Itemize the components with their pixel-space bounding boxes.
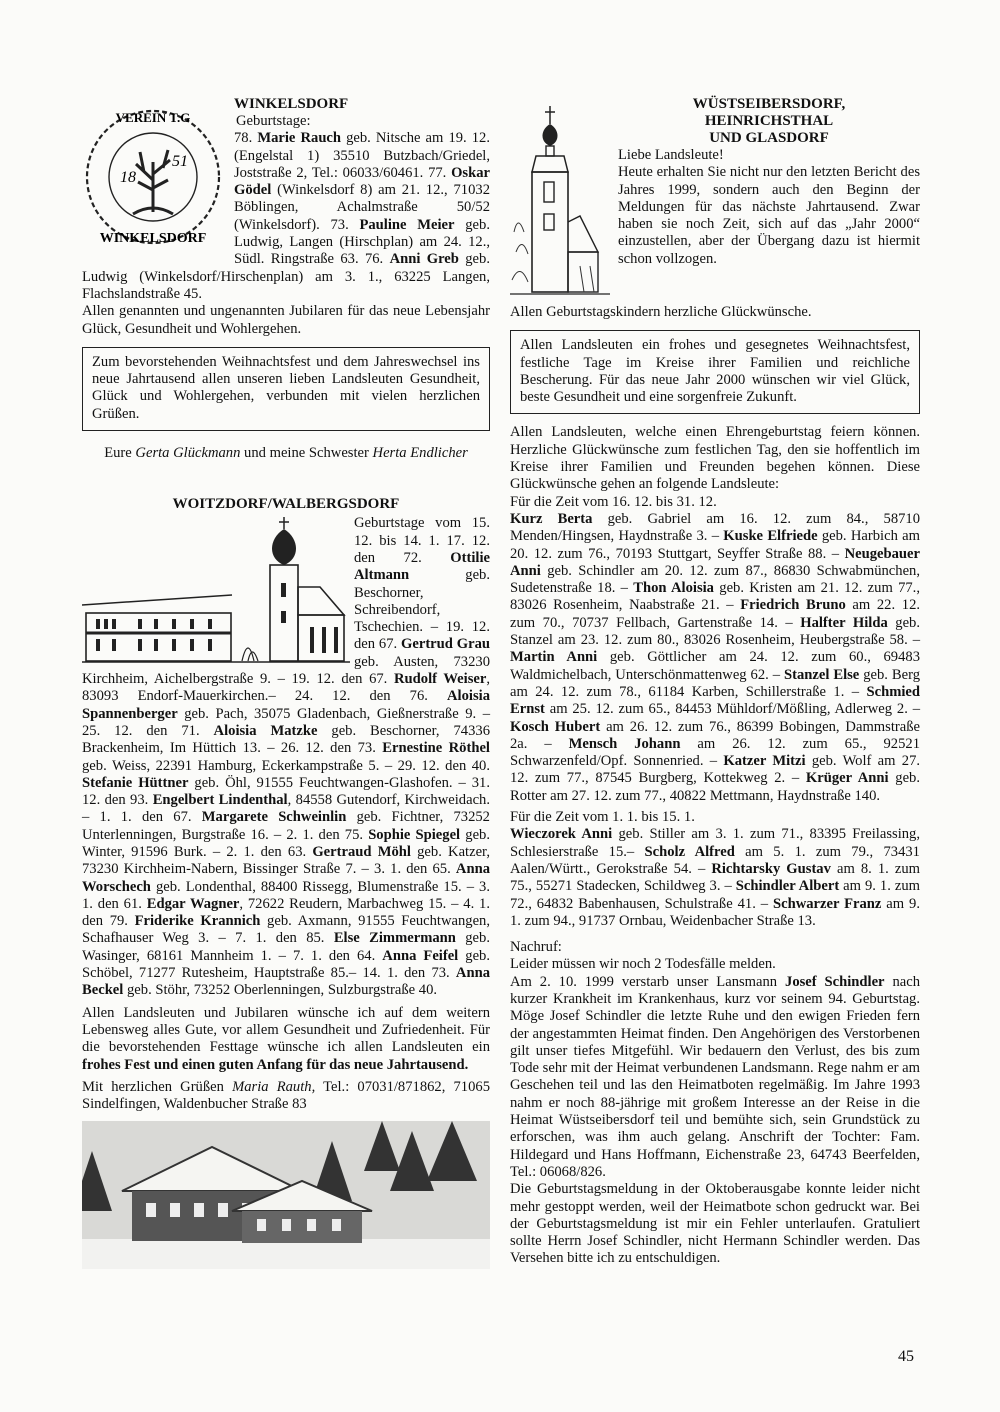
entry-text: geb. Stanzel am 23. 12. zum 80., 83026 Rosenheim, Heubergstraße 58. – (510, 614, 921, 649)
person-name: Gertrud Grau (401, 636, 490, 653)
winkelsdorf-wishes: Allen genannten und ungenannten Jubilaren für das neue Lebensjahr Glück, Gesundheit und Wohlergehen. (82, 303, 490, 337)
right-column (510, 96, 920, 1268)
person-name: Anna Worschech (82, 861, 490, 895)
wuestseibersdorf-heading: WÜSTSEIBERSDORF, HEINRICHSTHAL UND GLASDORF (692, 96, 846, 146)
person-name: Kurz Berta (510, 510, 593, 527)
person-name: Gertraud Möhl (312, 843, 411, 860)
person-name: Friderike Krannich (134, 913, 261, 930)
entry-text: geb. Wasinger, 68161 Mannheim 1. – 7. 1. den 64. (82, 930, 490, 964)
entry-text: geb. Stiller am 3. 1. zum 71., 83395 Freilassing, Schlesierstraße 15.– (510, 826, 920, 860)
svg-text:18: 18 (120, 169, 136, 186)
period-2-list (510, 826, 920, 930)
honor-intro: Allen Landsleuten, welche einen Ehrengeburtstag feiern können. Herzliche Glückwünsche zum festlichen Tag, den sie hoffentlich im Kreise ihrer Familien und Freunden begehen können. Diese Glückwünsche gehen an folgende Landsleute: (510, 424, 920, 493)
wuestseibersdorf-box: Allen Landsleuten ein frohes und gesegnetes Weihnachtsfest, festliche Tage im Kreise ihrer Familien und reichliche Bescherung. Für das neue Jahr 2000 wünschen wir viel Glück, beste Gesundheit und eine sorgenfreie Zukunft. (510, 330, 920, 414)
person-name: Scholz Alfred (644, 843, 735, 860)
entry-text: geb. Schindler am 20. 12. zum 87., 86830 Schwabmünchen, Sudetenstraße 18. – (510, 562, 920, 597)
entry-text: am 26. 12. zum 76., 86399 Bobingen, Dammstraße 2a. – (510, 718, 921, 752)
person-name: Anna Feifel (382, 947, 459, 964)
nachruf-intro: Leider müssen wir noch 2 Todesfälle melden. (510, 956, 776, 973)
person-name: Engelbert Lindenthal (152, 792, 288, 809)
person-name: Aloisia Matzke (213, 722, 318, 739)
winkelsdorf-seal-image (78, 102, 228, 252)
entry-text: , 72622 Reudern, Marbachweg 15. – 4. 1. den 79. (82, 895, 490, 930)
person-name: Anna Beckel (82, 965, 490, 999)
entry-text: geb. Fichtner, 73252 Unterlenningen, Burgstraße 16. – 2. 1. den 75. (82, 809, 490, 843)
winkelsdorf-box: Zum bevorstehenden Weihnachtsfest und dem Jahreswechsel ins neue Jahrtausend allen unseren lieben Landsleuten Gesundheit, Glück und Wohlergehen, verbunden mit vielen herzlichen Grüßen. (82, 347, 490, 431)
woitzdorf-greeting: Mit herzlichen Grüßen Maria Rauth, Tel.: 07031/871862, 71065 Sindelfingen, Waldenbucher Straße 83 (82, 1078, 490, 1113)
person-name: Ottilie Altmann (354, 549, 490, 584)
person-name: Mensch Johann (568, 735, 681, 752)
nachruf-correction: Die Geburtstagsmeldung in der Oktoberausgabe konnte leider nicht mehr gestoppt werden, weil der Heimatbote schon gedruckt war. Bei der Geburtstagsmeldung ist mir ein Fehler unterlaufen. Gratuliert sollte Herrn Josef Schindler, nicht Hermann Schindler werden. Das Versehen bitte ich zu entschuldigen. (510, 1181, 920, 1267)
person-name: Richtarsky Gustav (711, 860, 831, 877)
entry-text: Geburtstage vom 15. 12. bis 14. 1. 17. 12. den 72. (354, 515, 490, 566)
person-name: Edgar Wagner (146, 895, 240, 912)
period-2-label: Für die Zeit vom 1. 1. bis 15. 1. (510, 809, 695, 826)
entry-text: geb. Austen, 73230 Kirchheim, Aichelbergstraße 9. – 19. 12. den 67. (82, 653, 490, 688)
wuestseibersdorf-congrats: Allen Geburtstagskindern herzliche Glückwünsche. (510, 304, 812, 320)
entry-text: geb. Beschorner, Schreibendorf, Tschechien. – 19. 12. den 67. (354, 567, 490, 653)
person-name: Ernestine Röthel (382, 740, 490, 757)
person-name: Neugebauer Anni (510, 545, 920, 579)
entry-text: geb. Axmann, 91555 Feuchtwangen, Schafhauser Weg 3. – 7. 1. den 85. (82, 913, 490, 947)
svg-text:51: 51 (172, 153, 188, 170)
wuestseibersdorf-intro: Heute erhalten Sie nicht nur den letzten Bericht des Jahres 1999, sondern auch den Beginn der Meldungen für das nächste Jahrtausend. Zwar haben sie noch Zeit, sich auf das „Jahr 2000“ einzustellen, aber der Übergang dazu ist hiermit schon vollzogen. (618, 164, 920, 267)
person-name: Else Zimmermann (333, 930, 456, 947)
entry-text: geb. Weiss, 22391 Hamburg, Eckerkampstraße 5. – 29. 12. den 40. (82, 757, 490, 774)
entry-text: , 84558 Gutendorf, Kirchweidach. – 1. 1. den 67. (82, 792, 491, 826)
svg-text:VEREIN T.G: VEREIN T.G (115, 110, 191, 125)
entry-text: am 8. 1. zum 75., 55271 Stadecken, Schildweg 3. – (510, 860, 920, 895)
person-name: Sophie Spiegel (368, 826, 461, 843)
left-column (82, 96, 490, 1269)
entry-text: am 9. 1. zum 72., 64832 Babenhausen, Schulstraße 41. – (510, 878, 920, 912)
person-name: Halfter Hilda (800, 614, 888, 631)
person-name: Martin Anni (510, 649, 598, 666)
entry-text: geb. Gabriel am 16. 12. zum 84., 58710 Menden/Hingsen, Haydnstraße 3. – (510, 510, 921, 545)
winkelsdorf-birthdays: 78. Marie Rauch geb. Nitsche am 19. 12. (Engelstal 1) 35510 Butzbach/Griedel, Joststraße 2, Tel.: 06033/60461. 77. Oskar Gödel (Winkelsdorf 8) am 21. 12., 71032 Böblingen, Achalmstraße 50/52 (Winkelsdorf). 73. Pauline Meier geb. Ludwig, Langen (Hirschplan) am 24. 12., Südl. Ringstraße 63. 76. Anni Greb geb. Ludwig (Winkelsdorf/Hirschenplan) am 3. 1., 63225 Langen, Flachslandstraße 45. (82, 130, 490, 302)
woitzdorf-closing: Allen Landsleuten und Jubilaren wünsche ich auf dem weitern Lebensweg alles Gute, vor allem Gesundheit und Zufriedenheit. Für die bevorstehenden Festtage wünsche ich allen Landsleuten ein frohes Fest und einen guten Anfang für das neue Jahrtausend. (82, 1004, 490, 1073)
entry-text: , 83093 Endorf-Mauerkirchen.– 24. 12. den 76. (82, 671, 490, 705)
person-name: Schindler Albert (735, 878, 840, 895)
winkelsdorf-heading: WINKELSDORF (234, 96, 349, 112)
winter-village-photo (82, 1121, 490, 1269)
svg-text:WINKELSDORF: WINKELSDORF (99, 231, 207, 246)
person-name: Katzer Mitzi (723, 753, 806, 770)
wuestseibersdorf-church-drawing (510, 102, 610, 302)
nachruf-label: Nachruf: (510, 939, 562, 956)
person-name: Aloisia Spannenberger (82, 688, 490, 722)
nachruf-text: Am 2. 10. 1999 verstarb unser Lansmann Josef Schindler nach kurzer Krankheit im Krankenhaus, kurz vor seinem 94. Geburtstag. Möge Josef Schindler die letzte Ruhe und den ewigen Frieden fern der angestammten Heimat finden. Den Angehörigen des Verstorbenen gilt unser tiefes Mitgefühl. Wir bedauern den Verlust, des bis zum Tode sehr mit der Heimat verbundenen Landsmann. Rege nahm er am Geschehen teil und las den Heimatboten regelmäßig. Im Jahre 1993 nahm er noch 88-jährige mit großem Interesse an der Reise in die Heimat Wüstseibersdorf teil und bemühte sich, sein Grundstück zu erforschen, was ihm auch gelang. Anschrift der Tochter: Fam. Hildegard und Hans Hoffmann, Eichenstraße 23, 64743 Beerfelden, Tel.: 06068/826. (510, 973, 921, 1180)
entry-text: geb. Harbich am 20. 12. zum 76., 70193 Stuttgart, Seyffer Straße 88. – (510, 528, 920, 562)
entry-text: geb. Winter, 91596 Burk. – 2. 1. den 63. (82, 826, 491, 860)
entry-text: am 5. 1. zum 79., 73431 Aalen/Württ., Gerokstraße 54. – (510, 843, 920, 877)
entry-text: geb. Londenthal, 88400 Rissegg, Blumenstraße 15. – 3. 1. den 61. (82, 878, 490, 912)
entry-text: geb. Schöbel, 71277 Rutesheim, Hauptstraße 85.– 14. 1. den 73. (82, 947, 491, 982)
person-name: Rudolf Weiser (394, 671, 487, 688)
entry-text: geb. Göttlicher am 24. 12. zum 60., 69483 Waldmichelbach, Unterschönmattenweg 62. – (510, 649, 920, 683)
woitzdorf-heading: WOITZDORF/WALBERGSDORF (172, 496, 400, 513)
person-name: Kuske Elfriede (723, 528, 818, 545)
period-1-list (510, 511, 920, 805)
person-name: Kosch Hubert (510, 718, 601, 735)
entry-text: geb. Berg am 24. 12. zum 78., 61184 Karben, Schillerstraße 1. – (510, 666, 921, 700)
person-name: Schwarzer Franz (772, 895, 882, 912)
entry-text: geb. Rotter am 27. 12. zum 77., 40822 Mettmann, Haydnstraße 140. (510, 770, 921, 804)
entry-text: am 9. 1. zum 94., 91737 Ornbau, Weidenbacher Straße 13. (510, 895, 921, 929)
person-name: Margarete Schweinlin (201, 809, 347, 826)
entry-text: geb. Öhl, 91555 Feuchtwangen-Glashofen. – 31. 12. den 93. (82, 774, 490, 809)
winkelsdorf-signature: Eure Gerta Glückmann und meine Schwester Herta Endlicher (104, 445, 468, 462)
period-1-label: Für die Zeit vom 16. 12. bis 31. 12. (510, 493, 717, 510)
entry-text: am 25. 12. zum 65., 84453 Mühldorf/Mößling, Adlerweg 2. – (544, 701, 920, 718)
person-name: Thon Aloisia (633, 580, 714, 597)
entry-text: geb. Stöhr, 73252 Oberlenningen, Sulzburgstraße 40. (123, 982, 438, 999)
entry-text: geb. Wolf am 27. 12. zum 77., 87545 Burgberg, Kottekweg 2. – (510, 753, 921, 787)
woitzdorf-church-drawing (82, 515, 350, 667)
person-name: Stefanie Hüttner (82, 774, 189, 791)
wuestseibersdorf-greeting: Liebe Landsleute! (618, 147, 724, 163)
winkelsdorf-label: Geburtstage: (236, 113, 311, 129)
person-name: Friedrich Bruno (740, 597, 846, 614)
entry-text: geb. Pach, 35075 Gladenbach, Gießnerstraße 9. – 25. 12. den 71. (82, 705, 490, 739)
entry-text: am 26. 12. zum 65., 92521 Schwarzenfeld/Opf. Sonnenried. – (510, 735, 920, 770)
person-name: Stanzel Else (783, 666, 860, 683)
person-name: Schmied Ernst (510, 683, 920, 718)
entry-text: geb. Katzer, 73230 Kirchheim-Nabern, Bissinger Straße 7. – 3. 1. den 65. (82, 843, 490, 878)
entry-text: am 22. 12. zum 70., 70737 Fellbach, Gartenstraße 14. – (510, 597, 921, 631)
entry-text: geb. Kristen am 21. 12. zum 77., 83026 Rosenheim, Naabstraße 21. – (510, 580, 920, 614)
person-name: Wieczorek Anni (510, 826, 613, 843)
person-name: Krüger Anni (805, 770, 889, 787)
entry-text: geb. Beschorner, 74336 Brackenheim, Im Hüttich 13. – 26. 12. den 73. (82, 722, 490, 757)
page-number: 45 (898, 1348, 914, 1365)
